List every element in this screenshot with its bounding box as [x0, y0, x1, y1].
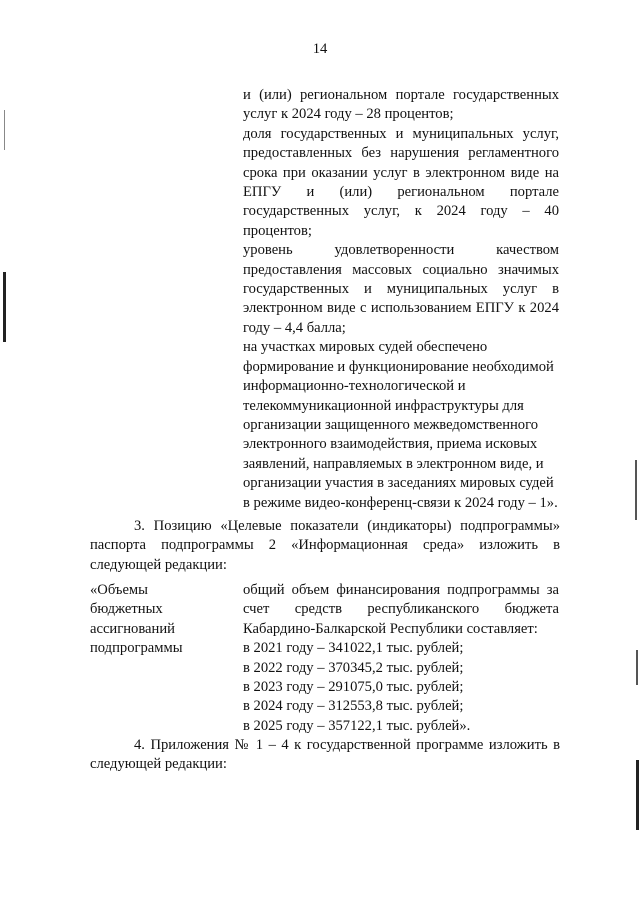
- funding-intro: общий объем финансирования подпрограммы за счет средств республиканского бюджета Кабардино-Балкарской Республики составляет:: [243, 582, 559, 637]
- scan-edge-mark: [3, 272, 6, 342]
- page-number: 14: [312, 41, 328, 57]
- indicator-text: на участках мировых судей обеспечено формирование и функционирование необходимой информационно-технологической и телекоммуникационной инфраструктуры для организации защищенного межведомственного электронного взаимодействия, приема исковых заявлений, направляемых в электронном виде, и организации участия в заседаниях мировых судей в режиме видео-конференц-связи к 2024 году – 1».: [243, 339, 558, 511]
- funding-year: в 2023 году – 291075,0 тыс. рублей;: [243, 679, 464, 696]
- indicator-text: доля государственных и муниципальных услуг, предоставленных без нарушения регламентного срока при оказании услуг в электронном виде на ЕПГУ и (или) региональном портале государственных услуг, к 2024 году – 40 процентов;: [243, 125, 559, 239]
- funding-year: в 2022 году – 370345,2 тыс. рублей;: [243, 659, 464, 676]
- scan-edge-mark: [636, 760, 639, 830]
- paragraph-3: 3. Позицию «Целевые показатели (индикаторы) подпрограммы» паспорта подпрограммы 2 «Информационная среда» изложить в следующей редакции:: [90, 518, 560, 573]
- paragraph-4: 4. Приложения № 1 – 4 к государственной программе изложить в следующей редакции:: [90, 737, 560, 773]
- funding-label-line: ассигнований: [90, 620, 175, 637]
- scan-edge-mark: [636, 650, 638, 685]
- funding-volumes: [243, 581, 559, 736]
- funding-label-line: «Объемы: [90, 582, 148, 598]
- scan-edge-mark: [635, 460, 637, 520]
- funding-label-line: подпрограммы: [90, 640, 183, 657]
- funding-label: [90, 581, 230, 659]
- funding-year: в 2021 году – 341022,1 тыс. рублей;: [243, 640, 464, 657]
- scan-edge-mark: [4, 110, 5, 150]
- funding-year: в 2024 году – 312553,8 тыс. рублей;: [243, 698, 464, 715]
- funding-label-line: бюджетных: [90, 601, 163, 618]
- indicator-text: и (или) региональном портале государственных услуг к 2024 году – 28 процентов;: [243, 87, 559, 123]
- indicator-text: уровень удовлетворенности качеством предоставления массовых социально значимых государственных и муниципальных услуг в электронном виде с использованием ЕПГУ к 2024 году – 4,4 балла;: [243, 242, 559, 336]
- funding-year: в 2025 году – 357122,1 тыс. рублей».: [243, 717, 471, 734]
- indicators-continued: [243, 86, 559, 513]
